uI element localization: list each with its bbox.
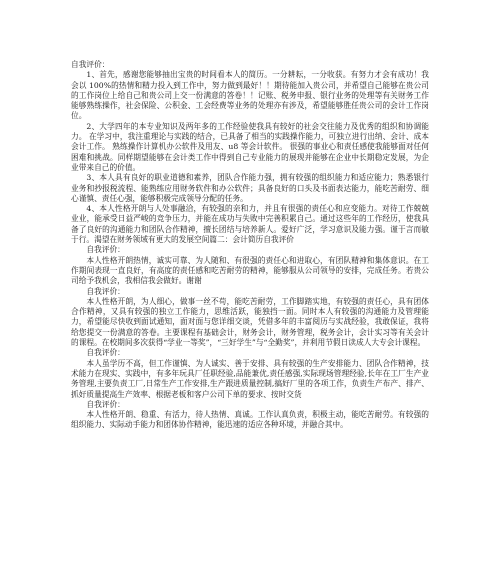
paragraph: 3、本人具有良好的职业道德和素养，团队合作能力强，拥有较强的组织能力和适应能力；熟悉银行业务和抄报税流程、能熟练应用财务软件和办公软件；具备良好的口头及书面表达能力，能吃苦耐劳、细心谨慎、责任心强，能够积极完成领导分配的任务。 <box>71 173 429 203</box>
paragraph: 1、首先，感谢您能够抽出宝贵的时间看本人的简历。一分耕耘，一分收获。有努力才会有成功！我会以 100%的热情和精力投入到工作中，努力做到最好！！期待能加入贵公司，并希望自己能够在贵公司的工作岗位上给自己和贵公司上交一份满意的答卷！！记账、税务申报、银行业务的处理等有关财务工作能够熟练操作，社会保险、公积金、工会经费等业务的处理亦有涉及，希望能够胜任贵公司的会计工作岗位。 <box>71 70 429 121</box>
paragraph: 2、大学四年的本专业知识及两年多的工作经验使我具有较好的社会交往能力及优秀的组织和协调能力。 在学习中，我注重理论与实践的结合，已具备了相当的实践操作能力，可独立进行出纳、会计、成本会计工作。 熟练操作计算机办公软件及用友、u8 等会计软件。 很强的事业心和责任感使我能够面对任何困难和挑战。同样期望能够在会计类工作中得到自己专业能力的展现并能够在企业中长期稳定发展，为企业带来自己的价值。 <box>71 121 429 172</box>
section-heading: 自我评价： <box>71 60 110 69</box>
paragraph: 4、本人性格开朗与人处事融洽，有较强的亲和力，并且有很强的责任心和应变能力。对待工作兢兢业业，能承受日益严峻的竞争压力，并能在成功与失败中完善积累自己。通过这些年的工作经历，使我具备了良好的沟通能力和团队合作精神，擅长团结与培养新人。爱好广泛，学习意识及能力强。谨于言而敏于行。渴望在财务领域有更大的发展空间篇二：会计简历自我评价 <box>71 204 429 245</box>
section-heading: 自我评价： <box>86 348 125 358</box>
paragraph: 本人虽学历不高，但工作谨慎、为人诚实、善于安排、具有较强的生产安排能力、团队合作精神，技术能力在现实、实践中，有多年玩具厂任职经验,品能兼优,责任感强,实际现场管理经验,长年在工厂生产业务管理,主要负责工厂,日常生产工作安排,生产跟进质量控制,搞好厂里的各项工作，负责生产布产、排产、抓好质量提高生产效率、根据老板和客户公司下单的要求、按时交货 <box>71 358 429 399</box>
paragraph: 本人性格开朗，为人细心，做事一丝不苟，能吃苦耐劳，工作脚踏实地，有较强的责任心，具有团体合作精神，又具有较强的独立工作能力，思维活跃，能独挡一面。同时本人有较强的沟通能力及管理能力，希望能尽快收到面试通知，面对面与您详细交谈，凭借多年的丰富阅历与实战经验，我敢保证，我将给您提交一份满意的答卷。主要课程有基础会计，财务会计，财务管理，税务会计，会计实习等有关会计的课程。在校期间多次获得“学业一等奖”，“三好学生”与“全勤奖”，并利用节假日读成人大专会计课程。 <box>71 296 429 348</box>
paragraph: 本人性格开朗、稳重、有活力，待人热情、真诚。工作认真负责，积极主动，能吃苦耐劳。有较强的组织能力、实际动手能力和团体协作精神，能迅速的适应各种环境，并融合其中。 <box>71 410 429 430</box>
paragraph: 本人性格开朗热情，诚实可靠、为人随和、有很强的责任心和进取心，有团队精神和集体意识。在工作期间表现一直良好，有高度的责任感和吃苦耐劳的精神，能够服从公司领导的安排，完成任务。若贵公司给予我机会，我相信我会做好。谢谢 <box>71 255 429 286</box>
document-body <box>71 60 429 431</box>
section-heading: 自我评价： <box>86 245 125 255</box>
section-heading: 自我评价： <box>86 399 125 409</box>
section-heading: 自我评价： <box>86 286 125 296</box>
